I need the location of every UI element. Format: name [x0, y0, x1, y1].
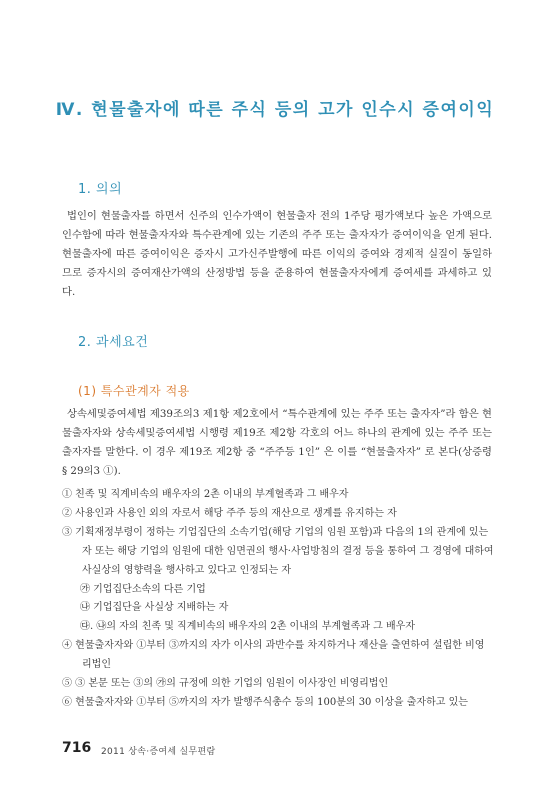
list-item: ⑤ ③ 본문 또는 ③의 ㉮의 규정에 의한 기업의 임원이 이사장인 비영리법인: [62, 678, 389, 690]
subsection-heading: (1) 특수관계자 적용: [78, 384, 190, 398]
section-2-paragraph: 상속세및증여세법 제39조의3 제1항 제2호에서 “특수관계에 있는 주주 또는 출자자”라 함은 현물출자자와 상속세및증여세법 시행령 제19조 제2항 각호의 어느 하나의 관계에 있는 주주 또는 출자자를 말한다. 이 경우 제19조 제2항 중 “주주등 1인” 은 이를 “현물출자자” 로 본다(상증령 § 29의3 ①).: [62, 408, 492, 477]
list-sub-item: ㉰. ㉯의 자의 친족 및 직계비속의 배우자의 2촌 이내의 부계혈족과 그 배우자: [80, 621, 415, 633]
list-item: ② 사용인과 사용인 외의 자로서 해당 주주 등의 재산으로 생계를 유지하는 자: [62, 507, 397, 519]
list-sub-item: ㉯ 기업집단을 사실상 지배하는 자: [80, 602, 229, 614]
list-item: ④ 현물출자자와 ①부터 ③까지의 자가 이사의 과반수를 차지하거나 재산을 출연하여 설립한 비영리법인: [62, 640, 485, 671]
footer-book-title: 2011 상속·증여세 실무편람: [101, 747, 216, 757]
page-number: 716: [62, 740, 92, 756]
section-heading-2: 2. 과세요건: [78, 335, 149, 350]
list-item: ① 친족 및 직계비속의 배우자의 2촌 이내의 부계혈족과 그 배우자: [62, 489, 349, 500]
list-item: ⑥ 현물출자자와 ①부터 ⑤까지의 자가 발행주식총수 등의 100분의 30 이상을 출자하고 있는: [62, 696, 468, 708]
related-party-list: [62, 486, 494, 713]
list-sub-item: ㉮ 기업집단소속의 다른 기업: [80, 583, 206, 595]
chapter-title: Ⅳ. 현물출자에 따른 주식 등의 고가 인수시 증여이익: [55, 100, 495, 120]
list-item: ③ 기획재정부령이 정하는 기업집단의 소속기업(해당 기업의 임원 포함)과 다음의 1의 관계에 있는 자 또는 해당 기업의 임원에 대한 임면권의 행사·사업방침의 결정 등을 통하여 그 경영에 대하여 사실상의 영향력을 행사하고 있다고 인정되는 자: [62, 526, 494, 576]
section-1-paragraph: 법인이 현물출자를 하면서 신주의 인수가액이 현물출자 전의 1주당 평가액보다 높은 가액으로 인수함에 따라 현물출자자와 특수관계에 있는 기존의 주주 또는 출자자가 증여이익을 얻게 된다. 현물출자에 따른 증여이익은 증자시 고가신주발행에 따른 이익의 증여와 경제적 실질이 동일하므로 증자시의 증여재산가액의 산정방법 등을 준용하여 현물출자자에게 증여세를 과세하고 있다.: [62, 210, 492, 298]
section-heading-1: 1. 의의: [78, 182, 123, 197]
